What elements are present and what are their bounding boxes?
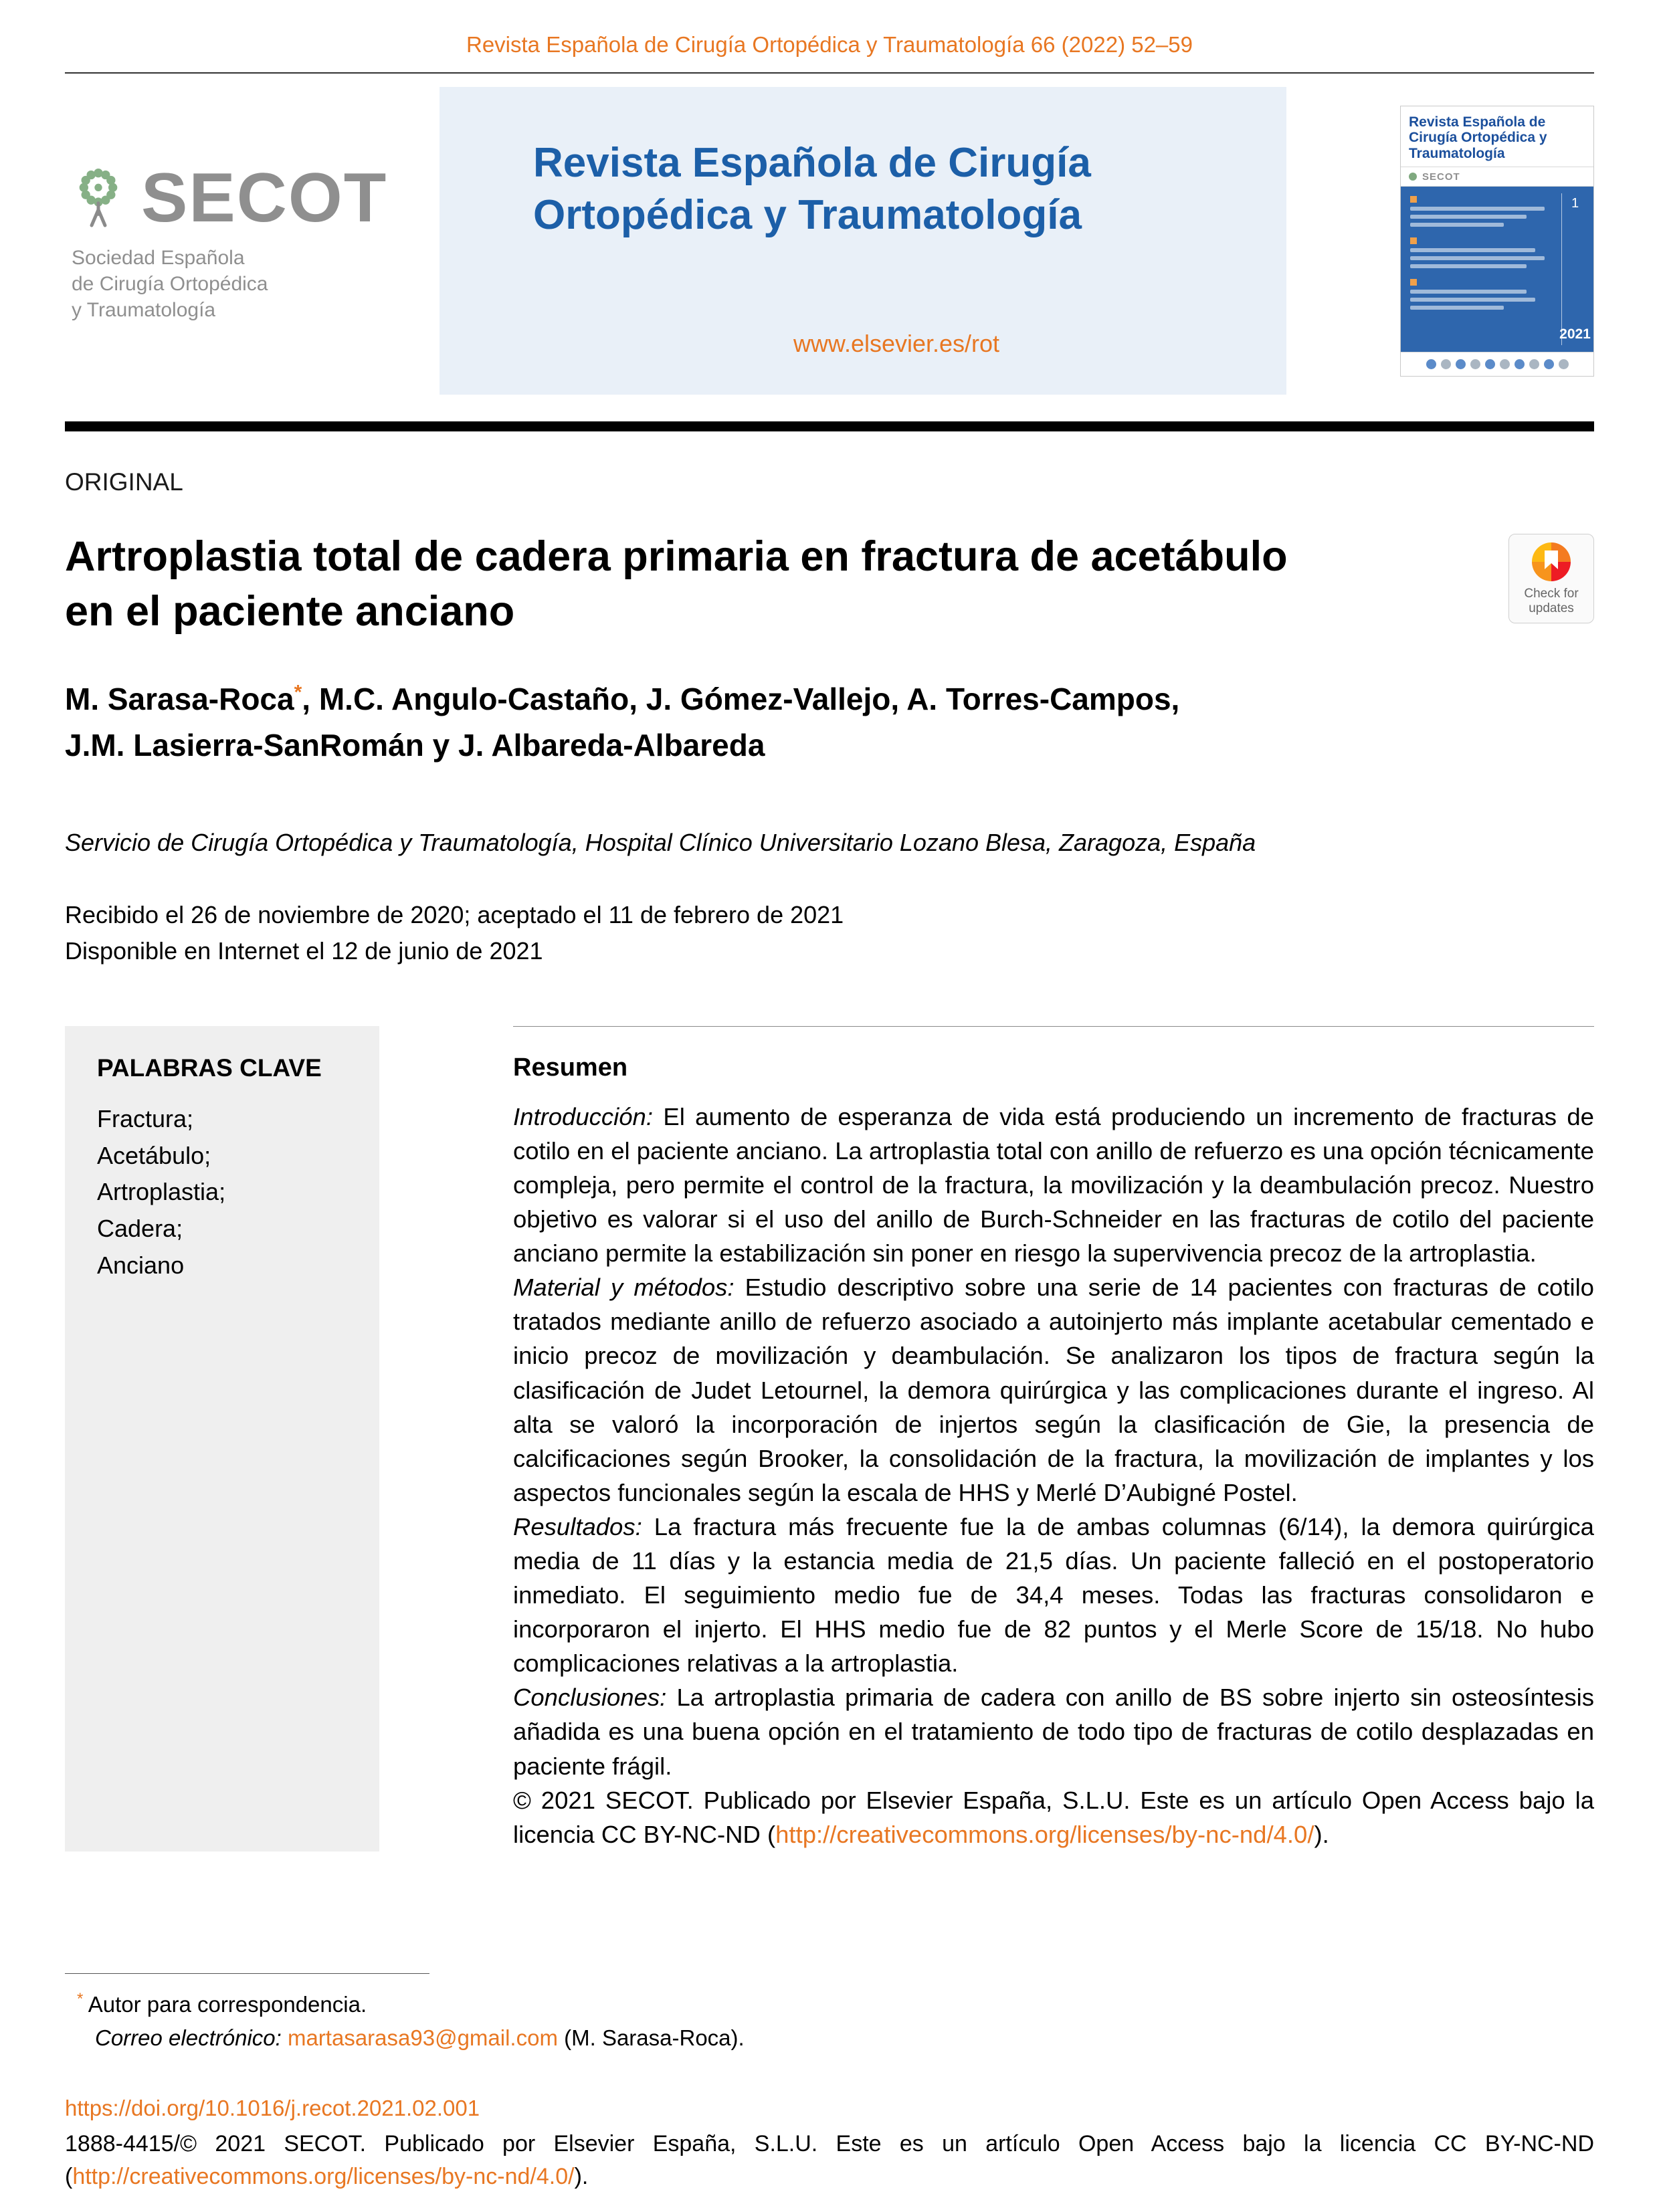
journal-cover-thumbnail[interactable] — [1400, 106, 1594, 377]
masthead-divider-bar — [65, 421, 1594, 431]
abstract-conclusions — [513, 1680, 1594, 1783]
issn-copyright-line — [65, 2128, 1594, 2194]
check-for-updates-badge[interactable] — [1508, 534, 1594, 623]
footnote-asterisk: * — [77, 1990, 84, 2008]
received-accepted-date: Recibido el 26 de noviembre de 2020; aceptado el 11 de febrero de 2021 — [65, 900, 844, 928]
keywords-list — [97, 1101, 359, 1284]
title-row — [65, 530, 1594, 639]
keyword-item: Acetábulo; — [97, 1141, 211, 1169]
cover-issue-number: 1 — [1571, 196, 1579, 211]
abstract-section — [65, 1026, 1594, 1851]
cover-article-lines — [1410, 237, 1556, 268]
secot-subtitle-line: y Traumatología — [72, 299, 216, 321]
author-names: J.M. Lasierra-SanRomán y J. Albareda-Albareda — [65, 727, 765, 763]
page-footer — [65, 1973, 1594, 2194]
abstract-text: La fractura más frecuente fue la de ambas columnas (6/14), la demora quirúrgica media de 11 días y la estancia media de 21,5 días. Un paciente falleció en el postoperatorio inmediato. El seguimiento medio fue de 34,4 meses. Todas las fracturas consolidaron e incorporaron el injerto. El HHS medio fue de 82 puntos y el Merle Score de 15/18. No hubo complicaciones relativas a la artroplastia. — [513, 1512, 1594, 1678]
correspondence-text: Autor para correspondencia. — [88, 1992, 367, 2017]
journal-title-line2: Ortopédica y Traumatología — [533, 191, 1082, 238]
abstract-label: Conclusiones: — [513, 1684, 667, 1712]
doi-line — [65, 2096, 1594, 2121]
keyword-item: Anciano — [97, 1251, 185, 1279]
secot-subtitle-line: de Cirugía Ortopédica — [72, 273, 268, 295]
abstract-methods — [513, 1270, 1594, 1510]
keyword-item: Artroplastia; — [97, 1178, 226, 1206]
cover-year: 2021 — [1559, 326, 1591, 342]
abstract-text: El aumento de esperanza de vida está produciendo un incremento de fracturas de cotilo en el paciente anciano. La artroplastia total con anillo de refuerzo es una opción técnicamente compleja, pero permite el control de la fractura, la movilización y la deambulación precoz. Nuestro objetivo es valorar si el uso del anillo de Burch-Schneider en las fracturas de cotilo del paciente anciano permite la estabilización sin poner en riesgo la supervivencia precoz de la artroplastia. — [513, 1102, 1594, 1268]
issn-text: 1888-4415/© 2021 SECOT. Publicado por Elsevier España, S.L.U. Este es un artículo Open Access bajo la licencia CC BY-NC-ND ( — [65, 2131, 1594, 2190]
correspondence-footnote — [65, 1987, 1594, 2021]
creativecommons-link[interactable]: http://creativecommons.org/licenses/by-nc-nd/4.0/ — [775, 1820, 1314, 1848]
abstract-label: Introducción: — [513, 1102, 653, 1130]
check-for-updates-label — [1524, 587, 1578, 616]
abstract-results — [513, 1510, 1594, 1680]
secot-tree-icon — [65, 165, 132, 232]
abstract-introduction — [513, 1100, 1594, 1270]
abstract-heading: Resumen — [513, 1053, 628, 1082]
cover-body — [1401, 187, 1593, 351]
author-names: , M.C. Angulo-Castaño, J. Gómez-Vallejo, A. Torres-Campos, — [302, 681, 1180, 716]
copyright-text: ). — [1314, 1820, 1329, 1848]
cover-secot-text: SECOT — [1422, 171, 1460, 183]
abstract-label: Material y métodos: — [513, 1274, 735, 1302]
email-link[interactable]: martasarasa93@gmail.com — [287, 2025, 558, 2050]
email-suffix: (M. Sarasa-Roca). — [564, 2025, 745, 2050]
journal-title-box — [440, 87, 1286, 395]
secot-logo-subtitle — [72, 245, 440, 323]
abstract — [513, 1026, 1594, 1851]
secot-subtitle-line: Sociedad Española — [72, 247, 245, 269]
footnote-divider — [65, 1973, 429, 1974]
journal-citation: Revista Española de Cirugía Ortopédica y Traumatología 66 (2022) 52–59 — [466, 32, 1193, 57]
crossmark-icon — [1532, 542, 1571, 581]
keywords-box — [65, 1026, 379, 1851]
cover-secot-band — [1401, 167, 1593, 187]
author-name: M. Sarasa-Roca — [65, 681, 294, 716]
cover-title: Revista Española de Cirugía Ortopédica y Traumatología — [1409, 114, 1547, 161]
header-divider — [65, 72, 1594, 74]
copyright-text: © 2021 SECOT. Publicado por Elsevier España, S.L.U. Este es un artículo Open Access bajo la licencia CC BY-NC-ND ( — [513, 1786, 1594, 1848]
abstract-label: Resultados: — [513, 1512, 642, 1540]
article-type-label: ORIGINAL — [65, 468, 183, 496]
cover-secot-dot-icon — [1409, 173, 1417, 181]
keyword-item: Cadera; — [97, 1214, 183, 1242]
journal-title-line1: Revista Española de Cirugía — [533, 140, 1091, 186]
email-label: Correo electrónico: — [95, 2025, 282, 2050]
abstract-text: Estudio descriptivo sobre una serie de 14 pacientes con fracturas de cotilo tratados mediante anillo de refuerzo asociado a autoinjerto más implante acetabular cementado e inicio precoz de movilización y deambulación. Se analizaron los tipos de fractura según la clasificación de Judet Letournel, la demora quirúrgica y las complicaciones durante el ingreso. Al alta se valoró la incorporación de injertos según la clasificación de Gie, la presencia de calcificaciones según Brooker, la consolidación de la fractura, la movilización de implantes y los aspectos funcionales según la escala de HHS y Merlé D’Aubigné Postel. — [513, 1274, 1594, 1506]
cover-article-lines — [1410, 279, 1556, 310]
cover-article-lines — [1410, 196, 1556, 227]
available-online-date: Disponible en Internet el 12 de junio de 2021 — [65, 936, 543, 965]
journal-url-link[interactable]: www.elsevier.es/rot — [793, 330, 1000, 357]
journal-title — [533, 137, 1260, 241]
article-title: Artroplastia total de cadera primaria en fractura de acetábulo en el paciente anciano — [65, 533, 1288, 635]
keyword-item: Fractura; — [97, 1104, 194, 1132]
cover-society-logos — [1401, 352, 1593, 376]
doi-link[interactable]: https://doi.org/10.1016/j.recot.2021.02.001 — [65, 2096, 480, 2120]
cover-side-column — [1559, 193, 1591, 344]
secot-logo-row — [65, 159, 440, 238]
abstract-text: La artroplastia primaria de cadera con anillo de BS sobre injerto sin osteosíntesis añadida es una buena opción en el tratamiento de todo tipo de fracturas de cotilo desplazadas en paciente frágil. — [513, 1684, 1594, 1780]
issn-suffix: ). — [574, 2164, 589, 2190]
masthead — [65, 87, 1594, 395]
creativecommons-link[interactable]: http://creativecommons.org/licenses/by-nc-nd/4.0/ — [72, 2164, 575, 2190]
check-line2: updates — [1529, 601, 1574, 615]
email-footnote — [65, 2021, 1594, 2055]
authors-line — [65, 676, 1594, 769]
article-dates — [65, 897, 1594, 969]
abstract-copyright — [513, 1783, 1594, 1851]
secot-logo-block — [65, 159, 440, 323]
corresponding-author-asterisk[interactable]: * — [294, 681, 302, 704]
secot-logo-text: SECOT — [141, 159, 388, 237]
check-line1: Check for — [1524, 587, 1579, 601]
keywords-heading: PALABRAS CLAVE — [97, 1053, 322, 1082]
affiliation: Servicio de Cirugía Ortopédica y Traumatología, Hospital Clínico Universitario Lozano Blesa, Zaragoza, España — [65, 828, 1256, 856]
